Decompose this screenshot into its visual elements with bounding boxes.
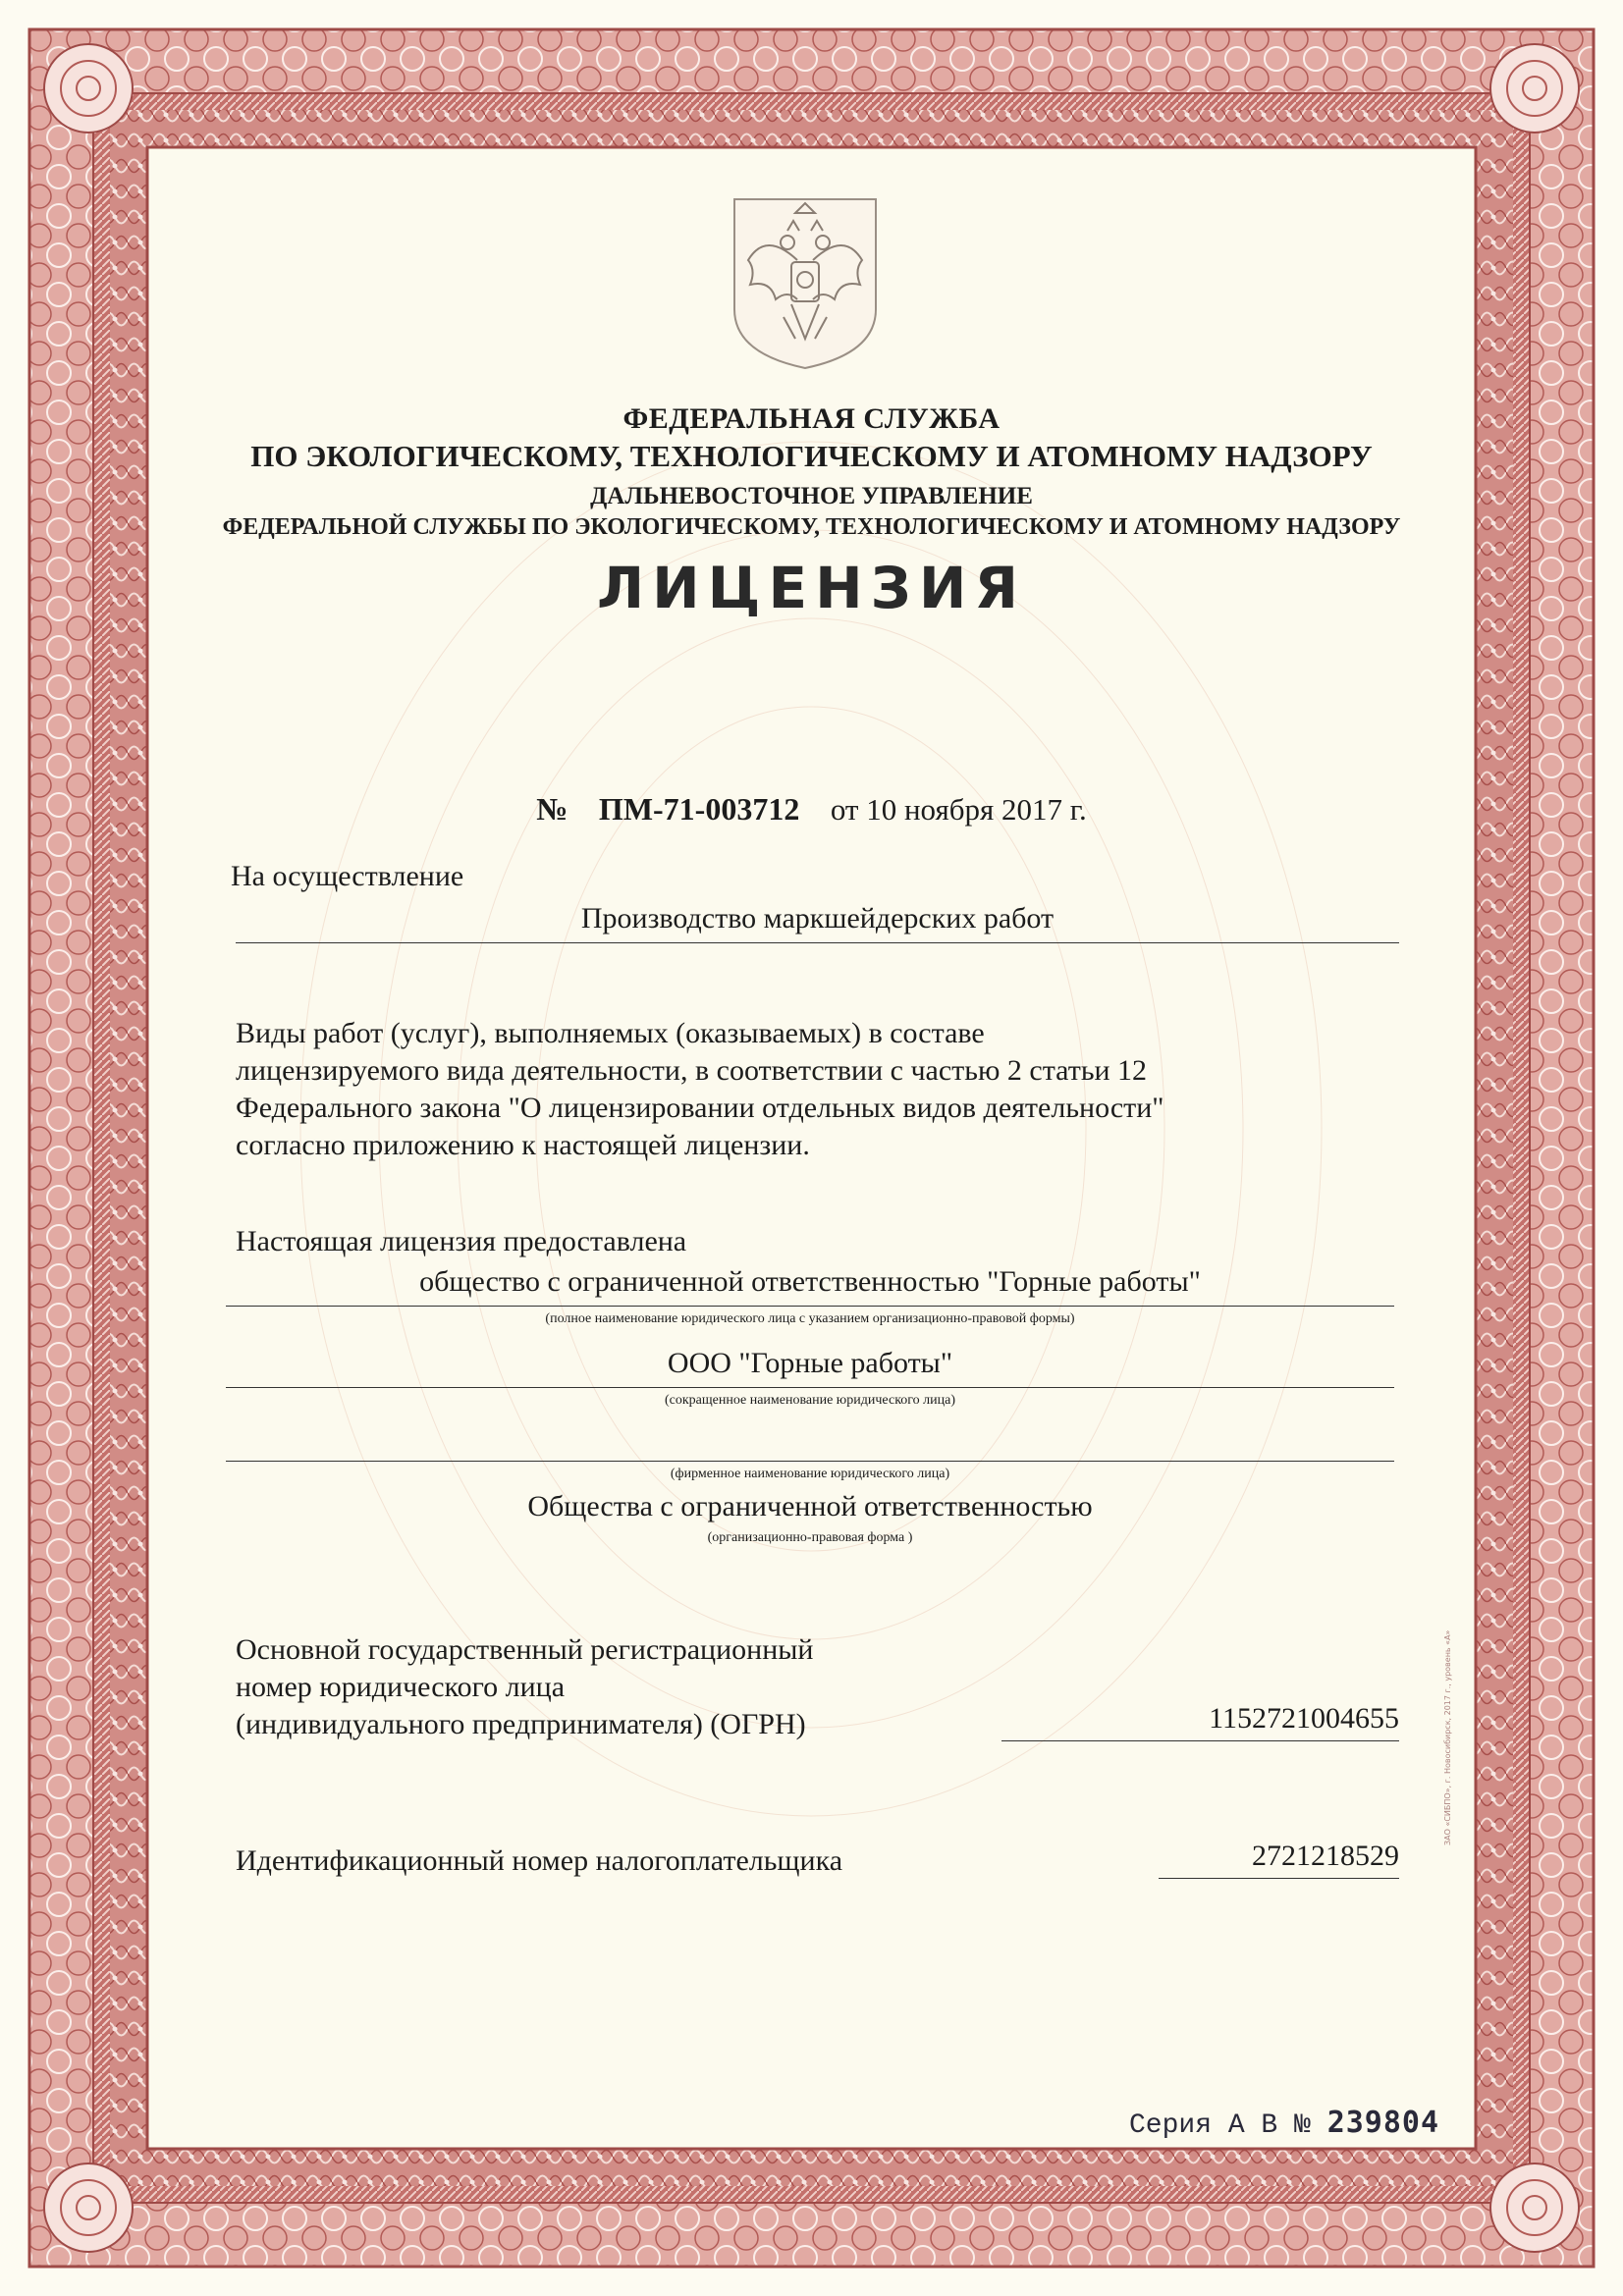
ogrn-label-line-2: номер юридического лица xyxy=(236,1671,566,1703)
russian-coat-of-arms-icon xyxy=(727,191,884,373)
scope-line-4: согласно приложению к настоящей лицензии. xyxy=(236,1129,810,1161)
full-name-underline xyxy=(226,1306,1394,1307)
brand-name-caption: (фирменное наименование юридического лица) xyxy=(670,1467,950,1481)
brand-name-underline xyxy=(226,1461,1394,1462)
header-line-4: ФЕДЕРАЛЬНОЙ СЛУЖБЫ ПО ЭКОЛОГИЧЕСКОМУ, ТЕХНОЛОГИЧЕСКОМУ И АТОМНОМУ НАДЗОРУ xyxy=(222,514,1401,540)
activity-value: Производство маркшейдерских работ xyxy=(580,902,1055,934)
scope-line-1: Виды работ (услуг), выполняемых (оказываемых) в составе xyxy=(236,1017,985,1049)
license-date: от 10 ноября 2017 г. xyxy=(830,792,1087,827)
license-number: ПМ-71-003712 xyxy=(598,791,800,827)
scope-line-3: Федерального закона "О лицензировании отдельных видов деятельности" xyxy=(236,1092,1164,1124)
licensee-full-name: общество с ограниченной ответственностью "Горные работы" xyxy=(419,1265,1201,1298)
number-prefix: № xyxy=(536,791,568,827)
inn-value: 2721218529 xyxy=(1252,1840,1399,1872)
printer-note: ЗАО «СИБПО», г. Новосибирск, 2017 г., уровень «А» xyxy=(1443,1629,1452,1845)
blank-series xyxy=(1129,2106,1439,2141)
ogrn-underline xyxy=(1001,1740,1399,1741)
ogrn-value: 1152721004655 xyxy=(1209,1702,1399,1735)
inn-underline xyxy=(1159,1878,1399,1879)
scope-line-2: лицензируемого вида деятельности, в соответствии с частью 2 статьи 12 xyxy=(236,1054,1148,1087)
ogrn-label-line-3: (индивидуального предпринимателя) (ОГРН) xyxy=(236,1708,806,1740)
licensee-short-name: ООО "Горные работы" xyxy=(667,1347,953,1379)
licensee-label: Настоящая лицензия предоставлена xyxy=(236,1225,687,1257)
short-name-underline xyxy=(226,1387,1394,1388)
ogrn-label-line-1: Основной государственный регистрационный xyxy=(236,1633,814,1666)
license-number-line xyxy=(0,791,1623,828)
header-line-2: ПО ЭКОЛОГИЧЕСКОМУ, ТЕХНОЛОГИЧЕСКОМУ И АТОМНОМУ НАДЗОРУ xyxy=(250,439,1373,473)
short-name-caption: (сокращенное наименование юридического лица) xyxy=(664,1393,956,1408)
inn-label: Идентификационный номер налогоплательщика xyxy=(236,1844,843,1877)
header-line-3: ДАЛЬНЕВОСТОЧНОЕ УПРАВЛЕНИЕ xyxy=(590,483,1033,509)
series-label: Серия xyxy=(1129,2110,1213,2141)
activity-label: На осуществление xyxy=(231,860,464,892)
activity-underline xyxy=(236,942,1399,943)
legal-form-caption: (организационно-правовая форма ) xyxy=(707,1530,913,1545)
document-title: ЛИЦЕНЗИЯ xyxy=(596,555,1027,621)
licensee-legal-form: Общества с ограниченной ответственностью xyxy=(527,1490,1093,1522)
series-number: 239804 xyxy=(1326,2106,1440,2140)
series-letters: А В xyxy=(1227,2110,1278,2141)
header-line-1: ФЕДЕРАЛЬНАЯ СЛУЖБА xyxy=(622,402,1001,435)
series-number-prefix: № xyxy=(1294,2110,1311,2141)
full-name-caption: (полное наименование юридического лица с указанием организационно-правовой формы) xyxy=(545,1311,1075,1326)
